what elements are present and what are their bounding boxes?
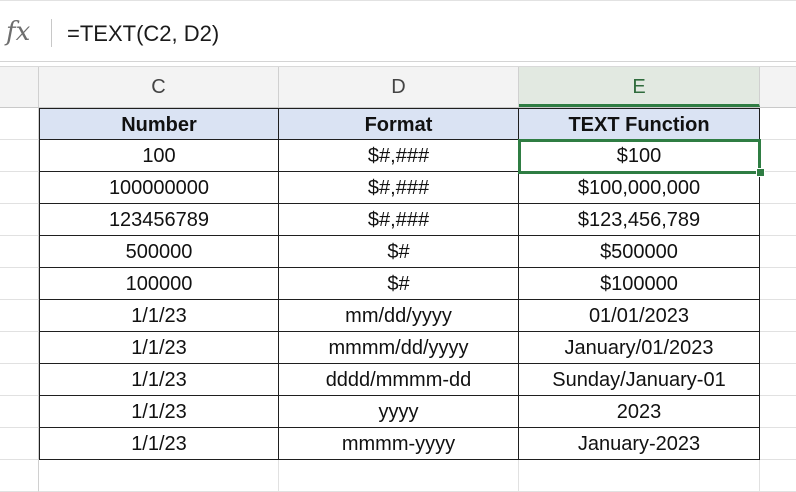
table-row [0,268,796,300]
table-cell[interactable]: $123,456,789 [519,204,760,236]
table-cell[interactable]: 1/1/23 [39,428,279,460]
row-header[interactable] [0,460,39,492]
table-cell[interactable]: $#,### [279,204,519,236]
table-cell[interactable]: $500000 [519,236,760,268]
table-row [0,396,796,428]
table-row [0,236,796,268]
empty-cell[interactable] [760,460,796,492]
table-cell[interactable]: $# [279,236,519,268]
row-header[interactable] [0,428,39,460]
table-cell[interactable]: $# [279,268,519,300]
empty-cell[interactable] [39,460,279,492]
empty-cell[interactable] [760,268,796,300]
table-cell[interactable]: $100,000,000 [519,172,760,204]
empty-cell[interactable] [760,332,796,364]
column-header-c[interactable]: C [39,67,279,107]
table-cell[interactable]: mm/dd/yyyy [279,300,519,332]
fill-handle[interactable] [756,168,765,177]
column-header-e[interactable]: E [519,67,760,107]
column-header-row [0,67,796,108]
table-row [0,140,796,172]
table-cell[interactable]: 100 [39,140,279,172]
table-cell[interactable]: 1/1/23 [39,396,279,428]
table-cell[interactable]: mmmm/dd/yyyy [279,332,519,364]
row-header[interactable] [0,236,39,268]
row-header[interactable] [0,332,39,364]
row-header[interactable] [0,396,39,428]
empty-cell[interactable] [279,460,519,492]
table-cell[interactable]: 100000 [39,268,279,300]
table-row [0,204,796,236]
table-cell[interactable]: mmmm-yyyy [279,428,519,460]
empty-cell[interactable] [760,396,796,428]
table-cell[interactable]: $100000 [519,268,760,300]
table-cell[interactable]: $#,### [279,140,519,172]
table-cell[interactable]: 1/1/23 [39,332,279,364]
row-header[interactable] [0,300,39,332]
empty-cell[interactable] [760,140,796,172]
table-cell[interactable]: Sunday/January-01 [519,364,760,396]
row-header[interactable] [0,172,39,204]
formula-input[interactable]: =TEXT(C2, D2) [67,21,220,46]
column-header-f[interactable] [760,67,796,107]
table-cell[interactable]: January-2023 [519,428,760,460]
column-title[interactable]: Number [39,108,279,140]
empty-cell[interactable] [519,460,760,492]
row-header[interactable] [0,204,39,236]
table-cell[interactable]: 01/01/2023 [519,300,760,332]
table-cell[interactable]: 1/1/23 [39,364,279,396]
table-cell[interactable]: yyyy [279,396,519,428]
empty-cell[interactable] [760,204,796,236]
table-cell[interactable]: $100 [519,140,760,172]
spreadsheet-grid [0,108,796,476]
table-row [0,172,796,204]
empty-cell[interactable] [760,300,796,332]
table-cell[interactable]: 1/1/23 [39,300,279,332]
table-cell[interactable]: 2023 [519,396,760,428]
table-cell[interactable]: January/01/2023 [519,332,760,364]
row-header[interactable] [0,140,39,172]
empty-cell[interactable] [760,364,796,396]
empty-cell[interactable] [760,236,796,268]
empty-cell[interactable] [760,172,796,204]
table-cell[interactable]: $#,### [279,172,519,204]
table-cell[interactable]: 123456789 [39,204,279,236]
column-title[interactable]: TEXT Function [519,108,760,140]
table-row [0,300,796,332]
column-title[interactable]: Format [279,108,519,140]
table-row [0,428,796,460]
column-header-d[interactable]: D [279,67,519,107]
formula-bar-divider [51,19,52,47]
empty-cell[interactable] [760,108,796,140]
table-row [0,460,796,492]
fx-icon[interactable]: fx [6,17,31,47]
row-header[interactable] [0,108,39,140]
table-row [0,332,796,364]
table-cell[interactable]: 100000000 [39,172,279,204]
row-header[interactable] [0,268,39,300]
table-header-row [0,108,796,140]
table-cell[interactable]: 500000 [39,236,279,268]
table-cell[interactable]: dddd/mmmm-dd [279,364,519,396]
select-all-corner[interactable] [0,67,39,107]
empty-cell[interactable] [760,428,796,460]
formula-bar [0,0,796,62]
table-row [0,364,796,396]
row-header[interactable] [0,364,39,396]
